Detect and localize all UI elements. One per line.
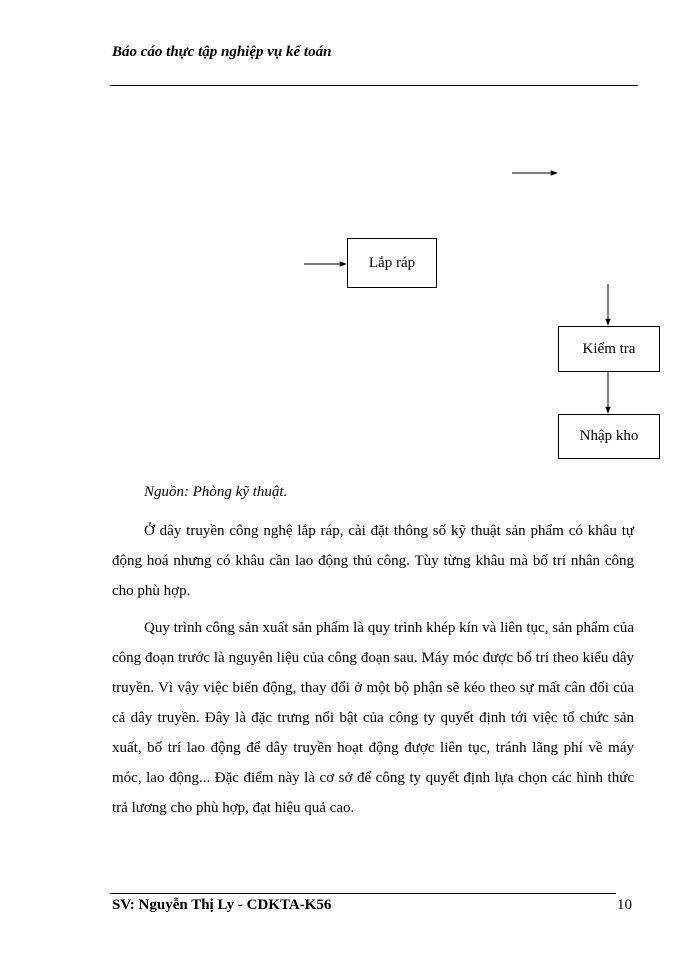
paragraph-1: Ở dây truyền công nghệ lắp ráp, cài đặt thông số kỹ thuật sản phẩm có khâu tự động hoá nhưng có khâu cần lao động thủ công. Tùy từng khâu mà bố trí nhân công cho phù hợp. — [112, 523, 634, 599]
footer-divider — [110, 893, 616, 894]
footer-student-name: SV: Nguyễn Thị Ly - CDKTA-K56 — [112, 897, 332, 913]
page-number: 10 — [617, 897, 632, 913]
flow-box-kiem-tra — [558, 326, 660, 372]
flow-box-label: Lắp ráp — [368, 254, 416, 271]
paragraph-2: Quy trình công sản xuất sản phẩm là quy trình khép kín và liên tục, sản phẩm của công đoạn trước là nguyên liệu của công đoạn sau. Máy móc được bố trí theo kiểu dây truyền. Vì vậy việc biến động, thay đổi ở một bộ phận sẽ kéo theo sự mất cân đối của cả dây truyền. Đây là đặc trưng nổi bật của công ty quyết định tới việc tổ chức sản xuất, bố trí lao động để dây truyền hoạt động được liên tục, tránh lãng phí về máy móc, lao động... Đặc điểm này là cơ sở để công ty quyết định lựa chọn các hình thức trả lương cho phù hợp, đạt hiệu quả cao. — [112, 620, 634, 816]
source-note: Nguồn: Phòng kỹ thuật. — [144, 484, 288, 500]
header-title: Báo cáo thực tập nghiệp vụ kế toán — [112, 44, 332, 60]
flow-box-label: Kiểm tra — [582, 340, 636, 357]
flow-box-label: Nhập kho — [579, 428, 639, 444]
flow-box-lap-rap — [347, 238, 437, 288]
flow-box-nhap-kho — [558, 414, 660, 459]
